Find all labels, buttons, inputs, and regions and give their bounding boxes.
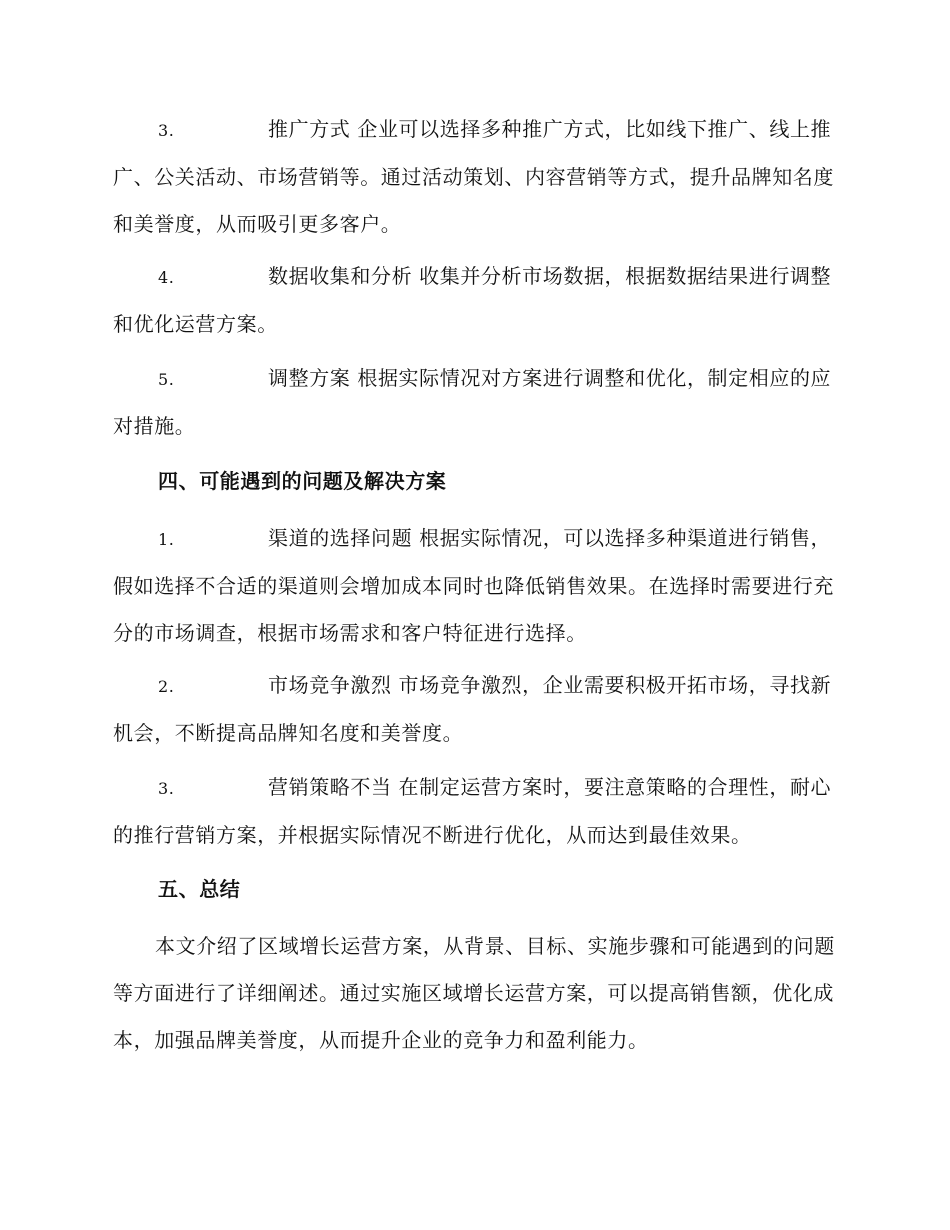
list-number: 2.	[158, 677, 175, 696]
list-item-text: 渠道的选择问题 根据实际情况，可以选择多种渠道进行销售，假如选择不合适的渠道则会增加成本同时也降低销售效果。在选择时需要进行充分的市场调查，根据市场需求和客户特征进行选择。	[113, 526, 834, 645]
list-item-text: 调整方案 根据实际情况对方案进行调整和优化，制定相应的应对措施。	[113, 366, 832, 438]
problem-item-3	[113, 764, 841, 859]
section-heading-summary: 五、总结	[158, 877, 241, 901]
list-item-text: 推广方式 企业可以选择多种推广方式，比如线下推广、线上推广、公关活动、市场营销等。通过活动策划、内容营销等方式，提升品牌知名度和美誉度，从而吸引更多客户。	[113, 117, 834, 236]
list-number: 4.	[158, 268, 175, 287]
list-item-text: 市场竞争激烈 市场竞争激烈，企业需要积极开拓市场，寻找新机会，不断提高品牌知名度和美誉度。	[113, 673, 832, 745]
list-item-text: 营销策略不当 在制定运营方案时，要注意策略的合理性，耐心的推行营销方案，并根据实际情况不断进行优化，从而达到最佳效果。	[113, 775, 832, 847]
problem-item-1	[113, 515, 841, 657]
list-number: 5.	[158, 370, 175, 389]
step-item-3	[113, 106, 841, 248]
step-item-4	[113, 253, 841, 348]
step-item-5	[113, 355, 841, 450]
summary-paragraph: 本文介绍了区域增长运营方案，从背景、目标、实施步骤和可能遇到的问题等方面进行了详细阐述。通过实施区域增长运营方案，可以提高销售额，优化成本，加强品牌美誉度，从而提升企业的竞争力和盈利能力。	[113, 934, 835, 1052]
problem-item-2	[113, 662, 841, 757]
list-item-text: 数据收集和分析 收集并分析市场数据，根据数据结果进行调整和优化运营方案。	[113, 264, 832, 336]
section-heading-problems: 四、可能遇到的问题及解决方案	[158, 469, 447, 493]
list-number: 3.	[158, 121, 175, 140]
list-number: 1.	[158, 530, 175, 549]
list-number: 3.	[158, 779, 175, 798]
